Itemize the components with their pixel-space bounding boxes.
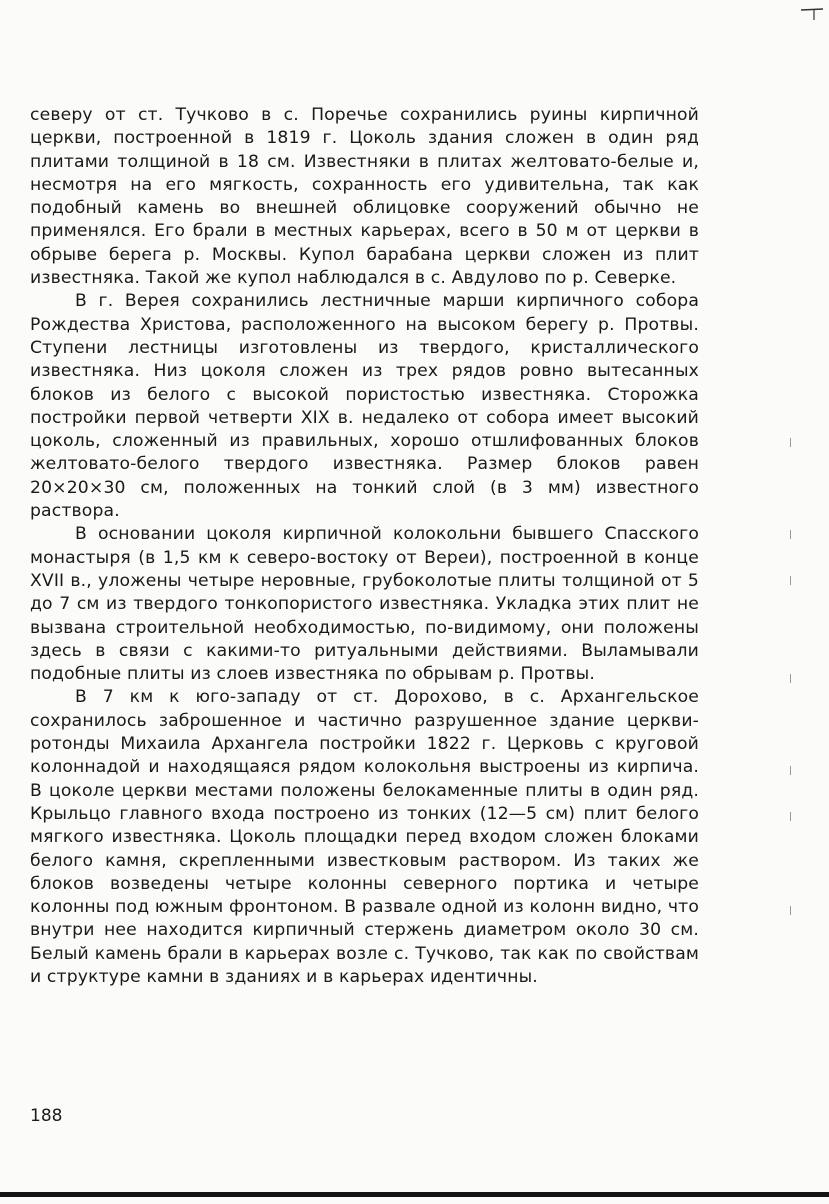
edge-scan-mark bbox=[790, 812, 791, 821]
corner-crop-mark bbox=[801, 6, 823, 20]
bottom-edge-rule bbox=[0, 1192, 829, 1197]
edge-scan-mark bbox=[790, 530, 791, 539]
edge-scan-mark bbox=[790, 906, 791, 915]
paragraph: В 7 км к юго-западу от ст. Дорохово, в с. Архангельское сохранилось заброшенное и частично разрушенное здание церкви-ротонды Михаила Архангела постройки 1822 г. Церковь с круговой колоннадой и находящаяся рядом колокольня выстроены из кирпича. В цоколе церкви местами положены белокаменные плиты в один ряд. Крыльцо главного входа построено из тонких (12—5 см) плит белого мягкого известняка. Цоколь площадки перед входом сложен блоками белого камня, скрепленными известковым раствором. Из таких же блоков возведены четыре колонны северного портика и четыре колонны под южным фронтоном. В развале одной из колонн видно, что внутри нее находится кирпичный стержень диаметром около 30 см. Белый камень брали в карьерах возле с. Тучково, так как по свойствам и структуре камни в зданиях и в карьерах идентичны. bbox=[30, 687, 699, 987]
paragraph: В г. Верея сохранились лестничные марши кирпичного собора Рождества Христова, расположенного на высоком берегу р. Протвы. Ступени лестницы изготовлены из твердого, кристаллического известняка. Низ цоколя сложен из трех рядов ровно вытесанных блоков из белого с высокой пористостью известняка. Сторожка постройки первой четверти XIX в. недалеко от собора имеет высокий цоколь, сложенный из правильных, хорошо отшлифованных блоков желтовато-белого твердого известняка. Размер блоков равен 20×20×30 см, положенных на тонкий слой (в 3 мм) известного раствора. bbox=[30, 291, 699, 522]
paragraph: северу от ст. Тучково в с. Поречье сохранились руины кирпичной церкви, построенной в 1819 г. Цоколь здания сложен в один ряд плитами толщиной в 18 см. Известняки в плитах желтовато-белые и, несмотря на его мягкость, сохранность его удивительна, так как подобный камень во внешней облицовке сооружений обычно не применялся. Его брали в местных карьерах, всего в 50 м от церкви в обрыве берега р. Москвы. Купол барабана церкви сложен из плит известняка. Такой же купол наблюдался в с. Авдулово по р. Северке. bbox=[30, 105, 699, 289]
paragraph: В основании цоколя кирпичной колокольни бывшего Спасского монастыря (в 1,5 км к северо-востоку от Вереи), построенной в конце XVII в., уложены четыре неровные, грубоколотые плиты толщиной от 5 до 7 см из твердого тонкопористого известняка. Укладка этих плит не вызвана строительной необходимостью, по-видимому, они положены здесь в связи с какими-то ритуальными действиями. Выламывали подобные плиты из слоев известняка по обрывам р. Протвы. bbox=[30, 524, 699, 685]
edge-scan-mark bbox=[790, 674, 791, 683]
edge-scan-mark bbox=[790, 766, 791, 775]
page-number: 188 bbox=[30, 1106, 63, 1126]
edge-scan-mark bbox=[790, 576, 791, 585]
edge-scan-mark bbox=[790, 438, 791, 447]
body-text bbox=[30, 104, 699, 989]
